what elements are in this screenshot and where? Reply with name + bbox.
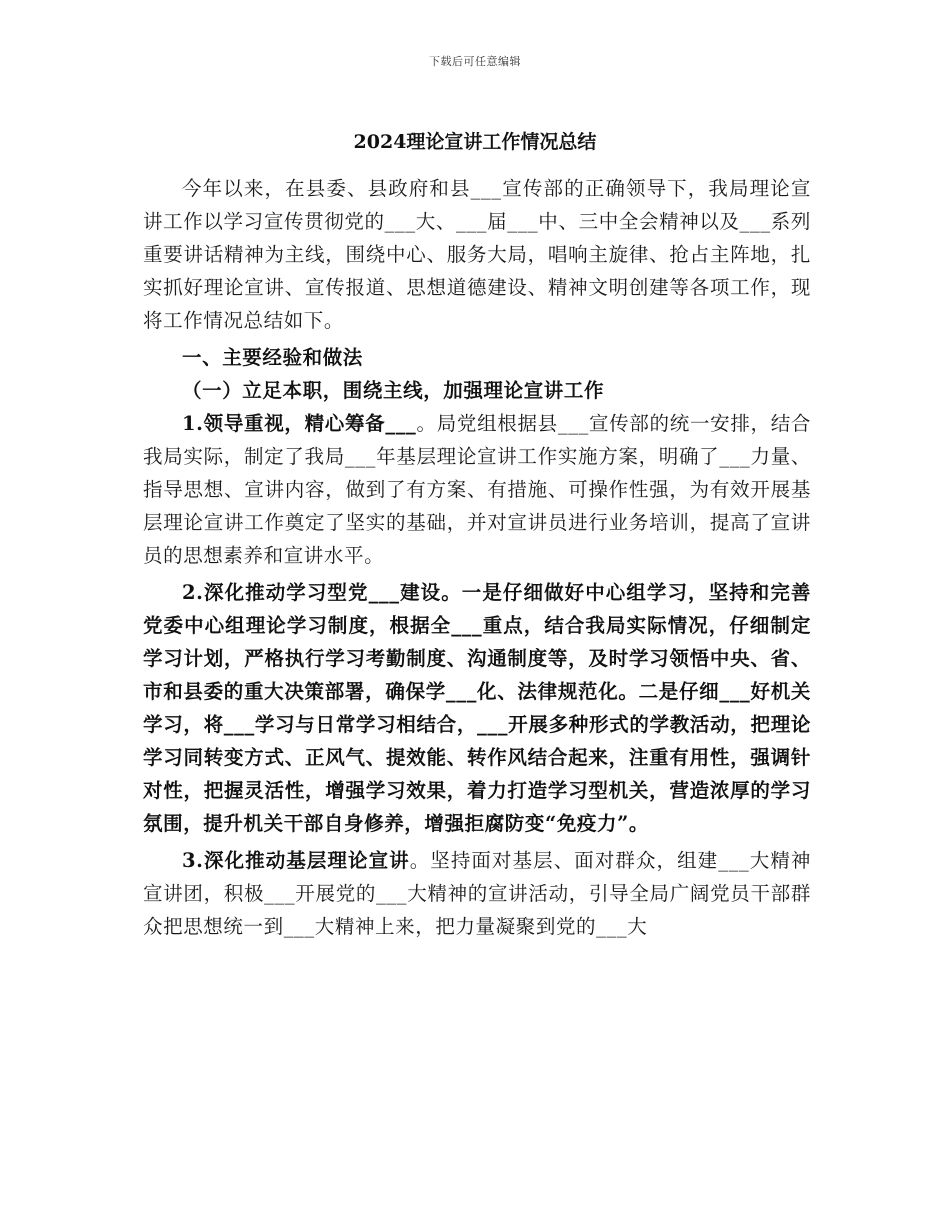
intro-paragraph: 今年以来，在县委、县政府和县___宣传部的正确领导下，我局理论宣讲工作以学习宣传贯彻党的___大、___届___中、三中全会精神以及___系列重要讲话精神为主线，围绕中心、服务大局，唱响主旋律、抢占主阵地，扎实抓好理论宣讲、宣传报道、思想道德建设、精神文明创建等各项工作，现将工作情况总结如下。 bbox=[143, 177, 811, 332]
subsection-heading: （一）立足本职，围绕主线，加强理论宣讲工作 bbox=[182, 379, 605, 402]
item-1-title: 1.领导重视，精心筹备___ bbox=[182, 412, 417, 435]
item-3-paragraph bbox=[143, 844, 811, 943]
item-3-body: 。坚持面对基层、面对群众，组建___大精神宣讲团，积极___开展党的___大精神的宣讲活动，引导全局广阔党员干部群众把思想统一到___大精神上来，把力量凝聚到党的___大 bbox=[143, 849, 811, 938]
item-1-body: 。局党组根据县___宣传部的统一安排，结合我局实际，制定了我局___年基层理论宣讲工作实施方案，明确了___力量、指导思想、宣讲内容，做到了有方案、有措施、可操作性强，为有效开展基层理论宣讲工作奠定了坚实的基础，并对宣讲员进行业务培训，提高了宣讲员的思想素养和宣讲水平。 bbox=[143, 412, 811, 567]
document-title: 2024理论宣讲工作情况总结 bbox=[353, 131, 597, 153]
document-body bbox=[143, 172, 811, 943]
item-2-paragraph: 2.深化推动学习型党___建设。一是仔细做好中心组学习，坚持和完善党委中心组理论学习制度，根据全___重点，结合我局实际情况，仔细制定学习计划，严格执行学习考勤制度、沟通制度等，及时学习领悟中央、省、市和县委的重大决策部署，确保学___化、法律规范化。二是仔细___好机关学习，将___学习与日常学习相结合，___开展多种形式的学教活动，把理论学习同转变方式、正风气、提效能、转作风结合起来，注重有用性，强调针对性，把握灵活性，增强学习效果，着力打造学习型机关，营造浓厚的学习氛围，提升机关干部自身修养，增强拒腐防变“免疫力”。 bbox=[143, 581, 811, 835]
item-3-title: 3.深化推动基层理论宣讲 bbox=[182, 849, 410, 872]
header-note: 下载后可任意编辑 bbox=[429, 55, 521, 68]
section-heading: 一、主要经验和做法 bbox=[182, 346, 363, 369]
item-1-paragraph bbox=[143, 407, 811, 572]
